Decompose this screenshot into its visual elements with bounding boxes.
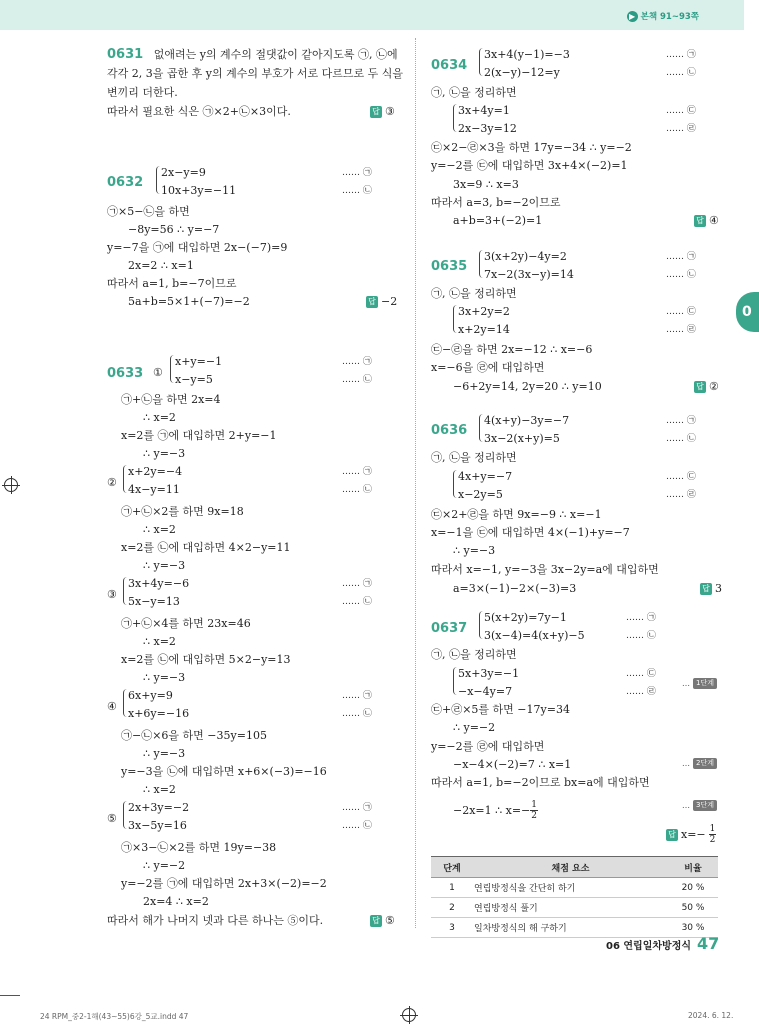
equation-marker: …… ㉢: [666, 307, 696, 317]
text-line: ㉠, ㉡을 정리하면: [431, 451, 517, 464]
answer-0637: 답 x=− $\frac{1}{2}$: [666, 824, 716, 845]
fraction: $\frac{1}{2}$: [531, 800, 537, 821]
equation-marker: …… ㉢: [626, 669, 656, 679]
text-line: −8y=56 ∴ y=−7: [128, 223, 220, 236]
equation: 7x−2(3x−y)=14: [484, 268, 574, 281]
table-cell: 2: [431, 898, 473, 918]
text-line: a=3×(−1)−2×(−3)=3: [453, 582, 577, 595]
text-line: ∴ y=−3: [143, 747, 186, 760]
step-marker-2: … 2단계: [682, 758, 717, 769]
text-line: 3x=9 ∴ x=3: [453, 178, 519, 191]
equation-marker: …… ㉣: [666, 490, 696, 500]
text-line: y=−2를 ㉠에 대입하면 2x+3×(−2)=−2: [121, 877, 327, 890]
text-line: ∴ y=−2: [143, 859, 186, 872]
problem-number: 0637: [431, 621, 468, 636]
choice-label: ①: [153, 366, 163, 379]
equation-marker: …… ㉡: [626, 631, 656, 641]
equation: 2x−y=9: [161, 166, 206, 179]
text-line: ㉠+㉡×2를 하면 9x=18: [121, 505, 244, 518]
text-line: ㉠×5−㉡을 하면: [107, 205, 190, 218]
equation-marker: …… ㉠: [342, 691, 372, 701]
text-line: 따라서 해가 나머지 넷과 다른 하나는 ⑤이다.: [107, 914, 324, 927]
step-marker-1: … 1단계: [682, 678, 717, 689]
equation-marker: …… ㉡: [342, 597, 372, 607]
brace: [123, 577, 127, 605]
answer-badge: 답: [700, 583, 712, 595]
column-divider: [415, 38, 416, 928]
text-line: ∴ x=2: [143, 783, 176, 796]
text-line: 따라서 x=−1, y=−3을 3x−2y=a에 대입하면: [431, 563, 659, 576]
answer-0636: 답 3: [700, 582, 722, 595]
table-header: 단계: [431, 857, 473, 878]
brace: [453, 667, 457, 695]
answer-badge: 답: [666, 829, 678, 841]
text-line: 따라서 a=1, b=−7이므로: [107, 277, 237, 290]
problem-number: 0633: [107, 366, 144, 381]
text-line: −x−4×(−2)=7 ∴ x=1: [453, 758, 572, 771]
equation: x−y=5: [175, 373, 213, 386]
brace: [453, 470, 457, 498]
answer-badge: 답: [370, 915, 382, 927]
text-line: −2x=1 ∴ x=− $\frac{1}{2}$: [453, 800, 537, 821]
equation: 3x−5y=16: [128, 819, 187, 832]
text-line: ∴ x=2: [143, 635, 176, 648]
answer-0631: 답 ③: [370, 105, 395, 118]
equation-marker: …… ㉡: [342, 709, 372, 719]
equation: 4x−y=11: [128, 483, 180, 496]
equation: 3(x+2y)−4y=2: [484, 250, 567, 263]
equation-marker: …… ㉡: [666, 434, 696, 444]
brace: [156, 166, 160, 194]
registration-mark-icon: [402, 1008, 416, 1022]
text-line: y=−7을 ㉠에 대입하면 2x−(−7)=9: [107, 241, 288, 254]
equation: 2x−3y=12: [458, 122, 517, 135]
brace: [123, 689, 127, 717]
text-line: x=−1을 ㉢에 대입하면 4×(−1)+y=−7: [431, 526, 630, 539]
print-date: 2024. 6. 12.: [688, 1011, 734, 1020]
brace: [479, 48, 483, 76]
equation: 3(x−4)=4(x+y)−5: [484, 629, 585, 642]
text-line: 각각 2, 3을 곱한 후 y의 계수의 부호가 서로 다르므로 두 식을: [107, 67, 403, 80]
problem-number: 0634: [431, 58, 468, 73]
equation: 3x−2(x+y)=5: [484, 432, 560, 445]
text-line: ㉠, ㉡을 정리하면: [431, 86, 517, 99]
equation-marker: …… ㉠: [342, 803, 372, 813]
choice-label: ③: [107, 588, 117, 601]
text-line: ∴ y=−3: [453, 544, 496, 557]
text-line: 변끼리 더한다.: [107, 86, 178, 99]
text-line: 5a+b=5×1+(−7)=−2: [128, 295, 250, 308]
equation-marker: …… ㉡: [342, 375, 372, 385]
table-cell: 50 %: [668, 898, 718, 918]
table-row: [431, 898, 718, 918]
equation: x+2y=14: [458, 323, 510, 336]
table-header: 채점 요소: [473, 857, 668, 878]
text-line: ㉠×3−㉡×2를 하면 19y=−38: [121, 841, 277, 854]
page-footer: [606, 934, 719, 953]
chapter-title: 06 연립일차방정식: [606, 941, 692, 952]
equation-marker: …… ㉠: [666, 416, 696, 426]
problem-number: 0632: [107, 175, 144, 190]
registration-mark-icon: [4, 478, 18, 492]
table-cell: 일차방정식의 해 구하기: [473, 918, 668, 938]
problem-number: 0636: [431, 423, 468, 438]
equation: 3x+2y=2: [458, 305, 510, 318]
equation-marker: …… ㉡: [666, 270, 696, 280]
reference-label: ▶ 본책 91~93쪽: [627, 10, 699, 22]
crop-mark: [0, 995, 20, 996]
table-header-row: [431, 857, 718, 878]
page-number: 47: [697, 934, 720, 953]
text-line: y=−3을 ㉡에 대입하면 x+6×(−3)=−16: [121, 765, 327, 778]
equation-marker: …… ㉠: [666, 50, 696, 60]
text-line: ㉠+㉡×4를 하면 23x=46: [121, 617, 251, 630]
equation-marker: …… ㉠: [342, 579, 372, 589]
text-line: 따라서 필요한 식은 ㉠×2+㉡×3이다.: [107, 105, 291, 118]
equation: 3x+4y=−6: [128, 577, 190, 590]
equation: x−2y=5: [458, 488, 503, 501]
fraction: $\frac{1}{2}$: [709, 824, 716, 845]
equation-marker: …… ㉣: [666, 124, 696, 134]
answer-0634: 답 ④: [694, 214, 719, 227]
text-line: ∴ y=−2: [453, 721, 496, 734]
problem-0631: 0631 없애려는 y의 계수의 절댓값이 같아지도록 ㉠, ㉡에: [107, 47, 398, 62]
equation: 5(x+2y)=7y−1: [484, 611, 567, 624]
text-line: 따라서 a=3, b=−2이므로: [431, 196, 561, 209]
text-line: −6+2y=14, 2y=20 ∴ y=10: [453, 380, 602, 393]
text-line: 2x=4 ∴ x=2: [143, 895, 209, 908]
answer-badge: 답: [366, 296, 378, 308]
arrow-icon: ▶: [627, 11, 638, 22]
equation: x+6y=−16: [128, 707, 190, 720]
brace: [479, 250, 483, 278]
text-line: ㉢−㉣을 하면 2x=−12 ∴ x=−6: [431, 343, 593, 356]
text-line: y=−2를 ㉢에 대입하면 3x+4×(−2)=1: [431, 159, 628, 172]
equation-marker: …… ㉠: [342, 467, 372, 477]
chapter-side-tab: 0: [736, 292, 759, 332]
text-line: ㉠+㉡을 하면 2x=4: [121, 393, 221, 406]
equation: 4(x+y)−3y=−7: [484, 414, 570, 427]
answer-0633: 답 ⑤: [370, 914, 395, 927]
table-cell: 연립방정식을 간단히 하기: [473, 878, 668, 898]
equation-marker: …… ㉡: [666, 68, 696, 78]
equation: 3x+4(y−1)=−3: [484, 48, 570, 61]
equation-marker: …… ㉣: [626, 687, 656, 697]
text-line: ㉠, ㉡을 정리하면: [431, 648, 517, 661]
text-line: x=2를 ㉡에 대입하면 5×2−y=13: [121, 653, 291, 666]
step-marker-3: … 3단계: [682, 800, 717, 811]
text-line: 2x=2 ∴ x=1: [128, 259, 194, 272]
print-slug: 24 RPM_중2-1해(43~55)6강_5교.indd 47: [40, 1012, 189, 1021]
text-line: x=−6을 ㉣에 대입하면: [431, 361, 545, 374]
equation-marker: …… ㉠: [342, 357, 372, 367]
equation: 5x−y=13: [128, 595, 180, 608]
text-line: ㉢×2+㉣을 하면 9x=−9 ∴ x=−1: [431, 508, 602, 521]
text-line: ∴ x=2: [143, 523, 176, 536]
brace: [453, 104, 457, 132]
text-line: a+b=3+(−2)=1: [453, 214, 543, 227]
brace: [453, 305, 457, 333]
brace: [123, 465, 127, 493]
equation: 4x+y=−7: [458, 470, 513, 483]
brace: [479, 414, 483, 442]
table-cell: 연립방정식 풀기: [473, 898, 668, 918]
text-line: ㉠, ㉡을 정리하면: [431, 287, 517, 300]
choice-label: ②: [107, 476, 117, 489]
table-cell: 20 %: [668, 878, 718, 898]
answer-0632: 답 −2: [366, 295, 397, 308]
table-cell: 1: [431, 878, 473, 898]
answer-0635: 답 ②: [694, 380, 719, 393]
equation-marker: …… ㉣: [666, 325, 696, 335]
text-line: y=−2를 ㉣에 대입하면: [431, 740, 545, 753]
equation: x+y=−1: [175, 355, 223, 368]
equation-marker: …… ㉢: [666, 106, 696, 116]
text-line: ㉠−㉡×6을 하면 −35y=105: [121, 729, 267, 742]
text-line: ㉢+㉣×5를 하면 −17y=34: [431, 703, 570, 716]
equation: 6x+y=9: [128, 689, 173, 702]
answer-badge: 답: [370, 106, 382, 118]
text-line: ∴ y=−3: [143, 447, 186, 460]
equation-marker: …… ㉢: [666, 472, 696, 482]
text-line: 따라서 a=1, b=−2이므로 bx=a에 대입하면: [431, 776, 650, 789]
text-line: ㉢×2−㉣×3을 하면 17y=−34 ∴ y=−2: [431, 141, 632, 154]
brace: [479, 611, 483, 639]
table-header: 비율: [668, 857, 718, 878]
equation: 10x+3y=−11: [161, 184, 237, 197]
scoring-table: [431, 856, 718, 938]
table-cell: 30 %: [668, 918, 718, 938]
text-line: ∴ x=2: [143, 411, 176, 424]
equation: 5x+3y=−1: [458, 667, 520, 680]
text-line: ∴ y=−3: [143, 671, 186, 684]
equation-marker: …… ㉠: [666, 252, 696, 262]
text-line: ∴ y=−3: [143, 559, 186, 572]
equation: −x−4y=7: [458, 685, 513, 698]
answer-badge: 답: [694, 381, 706, 393]
problem-number: 0635: [431, 259, 468, 274]
table-cell: 3: [431, 918, 473, 938]
choice-label: ④: [107, 700, 117, 713]
equation-marker: …… ㉡: [342, 821, 372, 831]
equation: 2(x−y)−12=y: [484, 66, 560, 79]
text-line: x=2를 ㉠에 대입하면 2+y=−1: [121, 429, 277, 442]
equation-marker: …… ㉡: [342, 186, 372, 196]
brace: [170, 355, 174, 383]
answer-badge: 답: [694, 215, 706, 227]
table-row: [431, 878, 718, 898]
equation-marker: …… ㉠: [626, 613, 656, 623]
equation-marker: …… ㉡: [342, 485, 372, 495]
equation: 3x+4y=1: [458, 104, 510, 117]
choice-label: ⑤: [107, 812, 117, 825]
text-line: x=2를 ㉡에 대입하면 4×2−y=11: [121, 541, 291, 554]
equation: x+2y=−4: [128, 465, 183, 478]
equation-marker: …… ㉠: [342, 168, 372, 178]
brace: [123, 801, 127, 829]
equation: 2x+3y=−2: [128, 801, 190, 814]
